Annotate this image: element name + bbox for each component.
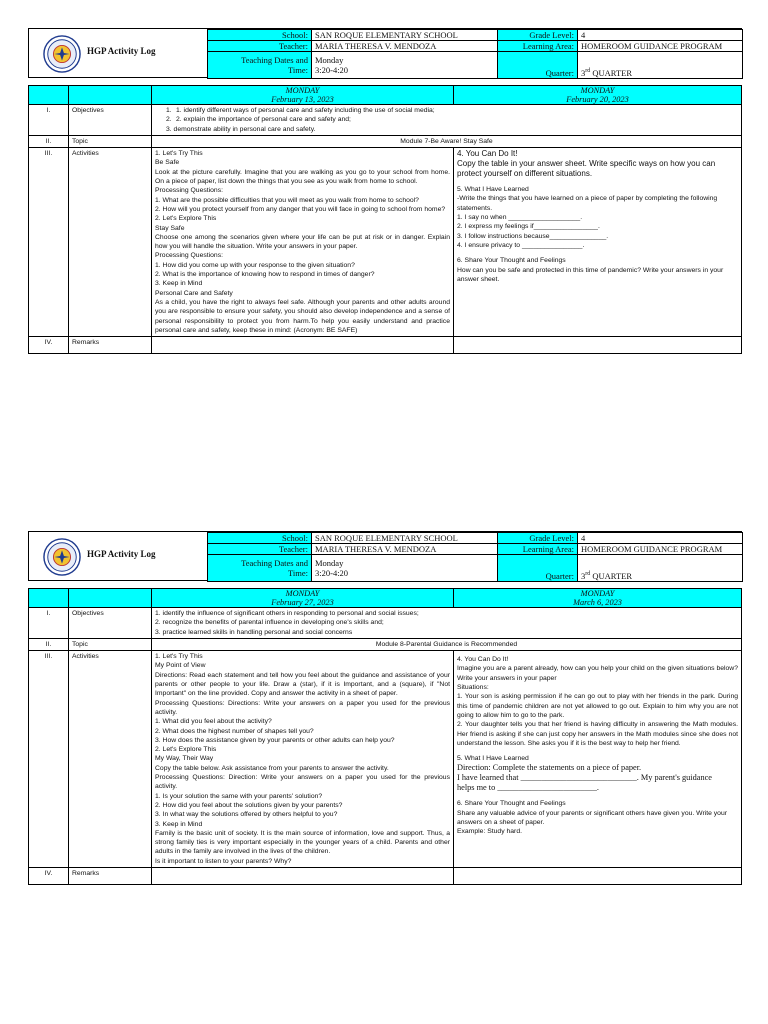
topic-value: Module 8-Parental Guidance is Recommended xyxy=(152,638,742,650)
day-2-header: MONDAY February 20, 2023 xyxy=(454,86,742,105)
school-value: SAN ROQUE ELEMENTARY SCHOOL xyxy=(312,533,498,544)
activities-day-2: 4. You Can Do It! Imagine you are a parent already, how can you help your child on the given situations below? Write your answers in your paper Situations: 1. Your son is asking permission if he can go out to play with her friends in the park. During this time of pandemic children are not yet allowed to go out. Explain to him why you are not going to allow him to go to the park. 2. Your daughter tells you that her friend is having difficulty in answering the Math modules. Her friend is asking if she can just copy her answers in the Math modules since she does not understand the lesson. She asks you if it is the best way to help her friend. 5. What I Have Learned Direction: Complete the statements on a piece of paper. I have learned that ____________________________. My parent's guidance helps me to ________________________. 6. Share Your Thought and Feelings Share any valuable advice of your parents or significant others have given you. Write your answers on a sheet of paper. Example: Study hard. xyxy=(454,651,742,868)
topic-row: II. Topic Module 7-Be Aware! Stay Safe xyxy=(29,135,742,147)
activities-row: III. Activities 1. Let's Try This My Point of View Directions: Read each statement and tell how you feel about the guidance and assistance of your parents or other people to your life. Draw a (star), if it is Important, and a (square), if "Not Important" on the line provided. Copy and answer the activity in a sheet of paper. Processing Questions: Directions: Write your answers on a paper you used for the previous activity. 1. What did you feel about the activity? 2. What does the highest number of shapes tell you? 3. How does the assistance given by your parents or other adults can help you? 2. Let's Explore This My Way, Their Way Copy the table below. Ask assistance from your parents to answer the activity. Processing Questions: Direction: Write your answers on a paper you used for the previous activity. 1. Is your solution the same with your parents' solution? 2. How did you feel about the solutions given by your parents? 3. In what way the solutions offered by others helpful to you? 3. Keep in Mind Family is the basic unit of society. It is the main source of information, love and support. Thus, a strong family ties is very important especially in the younger years of a child. Parents and other adults in the family are involved in the lives of the children. Is it important to listen to your parents? Why? 4. You Can Do It! Imagine you are a parent already, how can you help your child on the given situations below? Write your answers in your paper Situations: 1. Your son is asking permission if he can go out to play with her friends in the park. During this time of pandemic children are not yet allowed to go out. Explain to him why you are not going to allow him to go to the park. 2. Your daughter tells you that her friend is having difficulty in answering the Math modules. Her friend is asking if she can just copy her answers in the Math modules since she does not understand the lesson. She asks you if it is the best way to help her friend. 5. What I Have Learned Direction: Complete the statements on a piece of paper. I have learned that ____________________________. My parent's guidance helps me to ________________________. 6. Share Your Thought and Feelings Share any valuable advice of your parents or significant others have given you. Write your answers on a sheet of paper. Example: Study hard. xyxy=(29,651,742,868)
teacher-label: Teacher: xyxy=(208,544,312,555)
objectives-row: I. Objectives 1. 1. identify different ways of personal care and safety including the use of social media; 2. 2. explain the importance of personal care and safety and; 3. demonstrate ability in personal care and safety. xyxy=(29,105,742,136)
remarks-day-1 xyxy=(152,868,454,885)
remarks-row: IV. Remarks xyxy=(29,868,742,885)
teacher-value: MARIA THERESA V. MENDOZA xyxy=(312,41,498,52)
day-2-header: MONDAY March 6, 2023 xyxy=(454,589,742,608)
teaching-dates-value: Monday 3:20-4:20 xyxy=(312,555,498,582)
teaching-dates-label: Teaching Dates and Time: xyxy=(208,555,312,582)
activities-day-2: 4. You Can Do It! Copy the table in your answer sheet. Write specific ways on how you can protect yourself on different situations. 5. What I Have Learned -Write the things that you have learned on a piece of paper by completing the following statements. 1. I say no when ___________________. 2. I express my feelings if_________________. 3. I follow instructions because_______________. 4. I ensure privacy to ________________. 6. Share Your Thought and Feelings How can you be safe and protected in this time of pandemic? Write your answers in your answer sheet. xyxy=(454,148,742,337)
school-label: School: xyxy=(208,533,312,544)
quarter-value: 3rd QUARTER xyxy=(578,52,743,79)
deped-seal-icon xyxy=(43,35,81,73)
remarks-day-1 xyxy=(152,337,454,354)
objectives-list: 1. identify the influence of significant others in responding to personal and social issues; 2. recognize the benefits of parental influence in developing one's skills and; 3. practice learned skills in handling personal and social concerns xyxy=(152,608,742,639)
learning-area-value: HOMEROOM GUIDANCE PROGRAM xyxy=(578,41,743,52)
learning-area-value: HOMEROOM GUIDANCE PROGRAM xyxy=(578,544,743,555)
day-1-header: MONDAY February 27, 2023 xyxy=(152,589,454,608)
activity-log-2 xyxy=(28,531,742,885)
header-info-table xyxy=(207,532,743,582)
log-title: HGP Activity Log xyxy=(87,46,156,56)
activity-log-1 xyxy=(28,28,742,354)
teacher-value: MARIA THERESA V. MENDOZA xyxy=(312,544,498,555)
remarks-day-2 xyxy=(454,868,742,885)
teaching-dates-value: Monday 3:20-4:20 xyxy=(312,52,498,79)
remarks-row: IV. Remarks xyxy=(29,337,742,354)
activities-day-1: 1. Let's Try This Be Safe Look at the picture carefully. Imagine that you are walking as you go to your school from home. On a piece of paper, list down the things that you see as you walk from home to school. Processing Questions: 1. What are the possible difficulties that you will meet as you walk from home to school? 2. How will you protect yourself from any danger that you will face in going to school from home? 2. Let's Explore This Stay Safe Choose one among the scenarios given where your life can be put at risk or in danger. Explain how you will handle the situation. Write your answers in your paper. Processing Questions: 1. How did you come up with your response to the given situation? 2. What is the importance of knowing how to respond in times of danger? 3. Keep in Mind Personal Care and Safety As a child, you have the right to always feel safe. Although your parents and other adults around you are responsible to ensure your safety, you should also develop independence and a sense of personal responsibility to protect you from harm.To help you easily understand and practice personal care and safety, keep these in mind: (Acronym: BE SAFE) xyxy=(152,148,454,337)
topic-row: II. Topic Module 8-Parental Guidance is Recommended xyxy=(29,638,742,650)
topic-value: Module 7-Be Aware! Stay Safe xyxy=(152,135,742,147)
objectives-list: 1. 1. identify different ways of personal care and safety including the use of social media; 2. 2. explain the importance of personal care and safety and; 3. demonstrate ability in personal care and safety. xyxy=(152,105,742,136)
header-info-table xyxy=(207,29,743,79)
deped-seal-icon xyxy=(43,538,81,576)
activities-day-1: 1. Let's Try This My Point of View Directions: Read each statement and tell how you feel about the guidance and assistance of your parents or other people to your life. Draw a (star), if it is Important, and a (square), if "Not Important" on the line provided. Copy and answer the activity in a sheet of paper. Processing Questions: Directions: Write your answers on a paper you used for the previous activity. 1. What did you feel about the activity? 2. What does the highest number of shapes tell you? 3. How does the assistance given by your parents or other adults can help you? 2. Let's Explore This My Way, Their Way Copy the table below. Ask assistance from your parents to answer the activity. Processing Questions: Direction: Write your answers on a paper you used for the previous activity. 1. Is your solution the same with your parents' solution? 2. How did you feel about the solutions given by your parents? 3. In what way the solutions offered by others helpful to you? 3. Keep in Mind Family is the basic unit of society. It is the main source of information, love and support. Thus, a strong family ties is very important especially in the younger years of a child. Parents and other adults in the family are involved in the lives of the children. Is it important to listen to your parents? Why? xyxy=(152,651,454,868)
remarks-day-2 xyxy=(454,337,742,354)
teacher-label: Teacher: xyxy=(208,41,312,52)
teaching-dates-label: Teaching Dates and Time: xyxy=(208,52,312,79)
grade-label: Grade Level: xyxy=(498,533,578,544)
log-title: HGP Activity Log xyxy=(87,549,156,559)
grade-value: 4 xyxy=(578,30,743,41)
quarter-label: Quarter: xyxy=(498,52,578,79)
log-header xyxy=(28,531,742,581)
day-header-row xyxy=(29,86,742,105)
log-table xyxy=(28,85,742,354)
day-header-row xyxy=(29,589,742,608)
objectives-row: I. Objectives 1. identify the influence of significant others in responding to personal and social issues; 2. recognize the benefits of parental influence in developing one's skills and; 3. practice learned skills in handling personal and social concerns xyxy=(29,608,742,639)
log-table xyxy=(28,588,742,885)
activities-row: III. Activities 1. Let's Try This Be Safe Look at the picture carefully. Imagine that you are walking as you go to your school from home. On a piece of paper, list down the things that you see as you walk from home to school. Processing Questions: 1. What are the possible difficulties that you will meet as you walk from home to school? 2. How will you protect yourself from any danger that you will face in going to school from home? 2. Let's Explore This Stay Safe Choose one among the scenarios given where your life can be put at risk or in danger. Explain how you will handle the situation. Write your answers in your paper. Processing Questions: 1. How did you come up with your response to the given situation? 2. What is the importance of knowing how to respond in times of danger? 3. Keep in Mind Personal Care and Safety As a child, you have the right to always feel safe. Although your parents and other adults around you are responsible to ensure your safety, you should also develop independence and a sense of personal responsibility to protect you from harm.To help you easily understand and practice personal care and safety, keep these in mind: (Acronym: BE SAFE) 4. You Can Do It! Copy the table in your answer sheet. Write specific ways on how you can protect yourself on different situations. 5. What I Have Learned -Write the things that you have learned on a piece of paper by completing the following statements. 1. I say no when ___________________. 2. I express my feelings if_________________. 3. I follow instructions because_______________. 4. I ensure privacy to ________________. 6. Share Your Thought and Feelings How can you be safe and protected in this time of pandemic? Write your answers in your answer sheet. xyxy=(29,148,742,337)
learning-area-label: Learning Area: xyxy=(498,41,578,52)
day-1-header: MONDAY February 13, 2023 xyxy=(152,86,454,105)
school-value: SAN ROQUE ELEMENTARY SCHOOL xyxy=(312,30,498,41)
learning-area-label: Learning Area: xyxy=(498,544,578,555)
school-label: School: xyxy=(208,30,312,41)
grade-label: Grade Level: xyxy=(498,30,578,41)
log-header xyxy=(28,28,742,78)
quarter-label: Quarter: xyxy=(498,555,578,582)
grade-value: 4 xyxy=(578,533,743,544)
quarter-value: 3rd QUARTER xyxy=(578,555,743,582)
